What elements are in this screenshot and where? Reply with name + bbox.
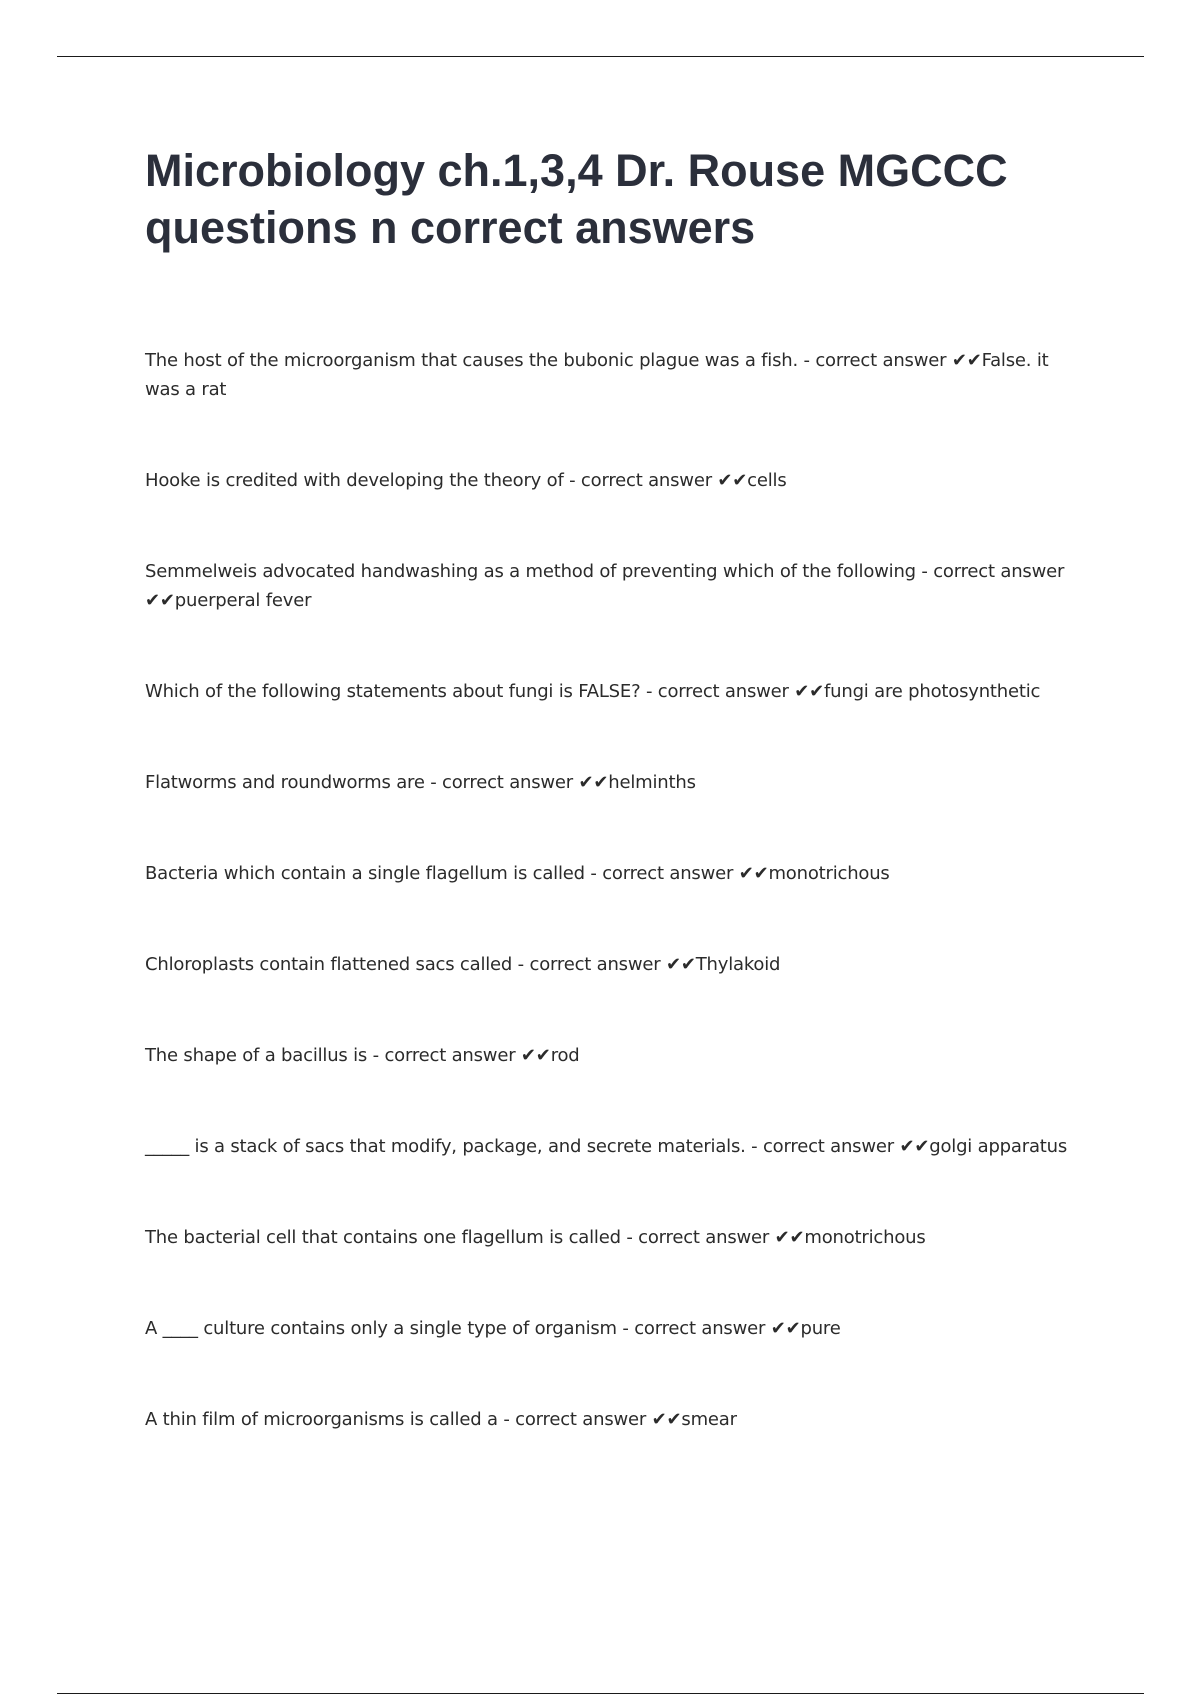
qa-item: The host of the microorganism that causes the bubonic plague was a fish. - correct answer ✔✔False. it was a rat	[145, 350, 1049, 400]
top-divider	[57, 56, 1144, 57]
qa-item: Which of the following statements about fungi is FALSE? - correct answer ✔✔fungi are photosynthetic	[145, 681, 1041, 702]
qa-item: Hooke is credited with developing the theory of - correct answer ✔✔cells	[145, 470, 787, 491]
bottom-divider	[57, 1693, 1144, 1694]
qa-item: A thin film of microorganisms is called a - correct answer ✔✔smear	[145, 1409, 737, 1430]
qa-item: Semmelweis advocated handwashing as a method of preventing which of the following - correct answer ✔✔puerperal fever	[145, 561, 1065, 611]
qa-item: _____ is a stack of sacs that modify, package, and secrete materials. - correct answer ✔✔golgi apparatus	[145, 1136, 1068, 1157]
qa-item: Flatworms and roundworms are - correct answer ✔✔helminths	[145, 772, 696, 793]
qa-item: The bacterial cell that contains one flagellum is called - correct answer ✔✔monotrichous	[145, 1227, 926, 1248]
qa-item: Chloroplasts contain flattened sacs called - correct answer ✔✔Thylakoid	[145, 954, 781, 975]
document-title: Microbiology ch.1,3,4 Dr. Rouse MGCCC questions n correct answers	[145, 145, 1008, 253]
question-answer-list	[145, 346, 1085, 1496]
qa-item: Bacteria which contain a single flagellum is called - correct answer ✔✔monotrichous	[145, 863, 890, 884]
qa-item: A ____ culture contains only a single type of organism - correct answer ✔✔pure	[145, 1318, 841, 1339]
qa-item: The shape of a bacillus is - correct answer ✔✔rod	[145, 1045, 580, 1066]
